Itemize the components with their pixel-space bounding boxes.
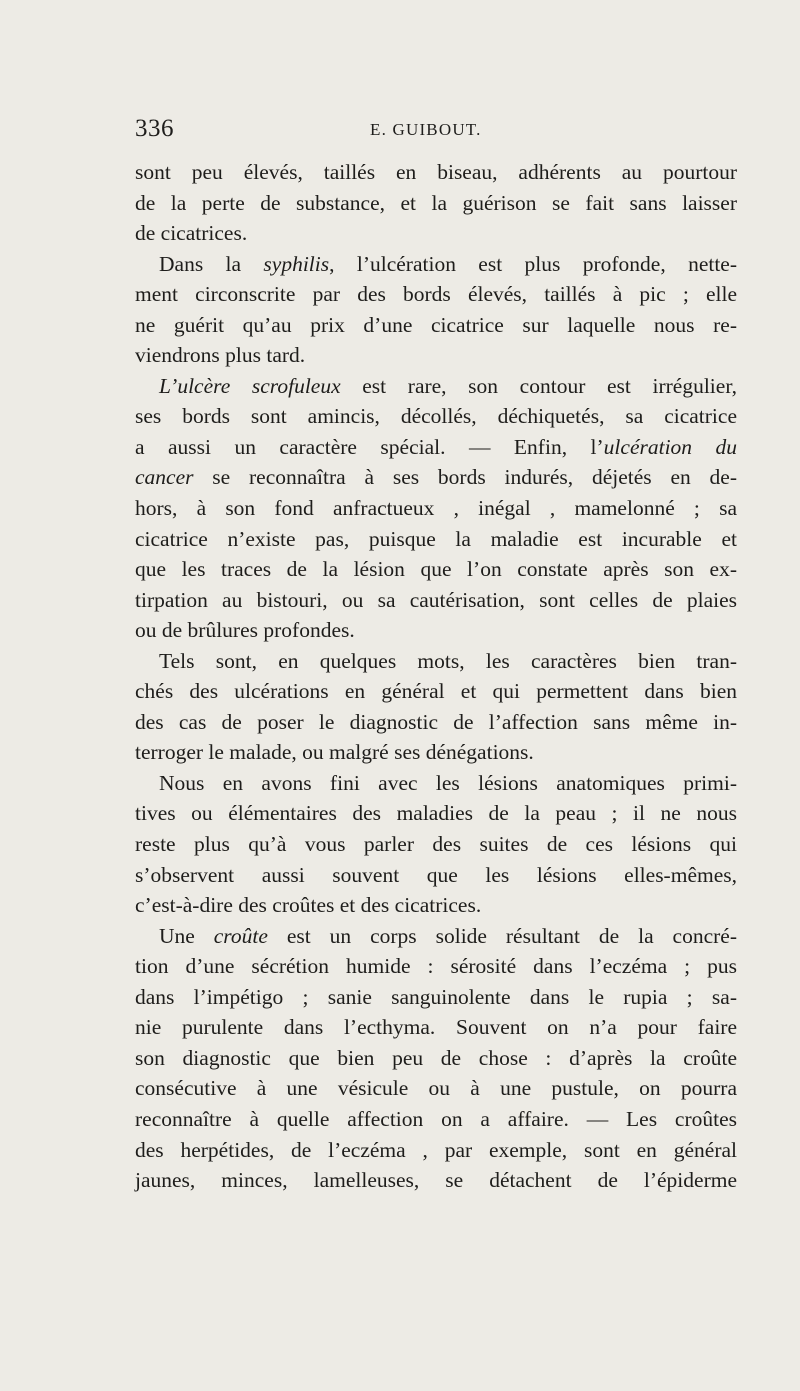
text-segment: reconnaître à quelle affection on a affaire. — Les croûtes	[135, 1106, 737, 1131]
text-segment: Dans la	[159, 251, 264, 276]
text-line	[135, 1104, 737, 1135]
text-line	[135, 798, 737, 829]
text-line	[135, 676, 737, 707]
text-segment: Tels sont, en quelques mots, les caractères bien tran-	[159, 648, 737, 673]
text-line	[135, 188, 737, 219]
text-line	[135, 371, 737, 402]
text-segment: ses bords sont amincis, décollés, déchiquetés, sa cicatrice	[135, 404, 737, 429]
page-header	[135, 115, 737, 147]
text-line	[135, 646, 737, 677]
text-line	[135, 340, 737, 371]
body-text	[135, 157, 737, 1196]
text-segment: nie purulente dans l’ecthyma. Souvent on n’a pour faire	[135, 1015, 737, 1040]
text-line	[135, 554, 737, 585]
text-line	[135, 615, 737, 646]
text-segment: ment circonscrite par des bords élevés, taillés à pic ; elle	[135, 282, 737, 307]
text-segment: des cas de poser le diagnostic de l’affection sans même in-	[135, 709, 737, 734]
text-segment: son diagnostic que bien peu de chose : d’après la croûte	[135, 1045, 737, 1070]
text-line	[135, 524, 737, 555]
text-segment: ou de brûlures profondes.	[135, 618, 355, 643]
text-segment: tives ou élémentaires des maladies de la peau ; il ne nous	[135, 801, 737, 826]
text-line	[135, 157, 737, 188]
text-segment: Une	[159, 923, 214, 948]
text-line	[135, 951, 737, 982]
page-number: 336	[135, 115, 174, 142]
text-segment: tirpation au bistouri, ou sa cautérisation, sont celles de plaies	[135, 587, 737, 612]
text-segment: de la perte de substance, et la guérison se fait sans laisser	[135, 190, 737, 215]
italic-term: croûte	[213, 923, 268, 948]
text-line	[135, 982, 737, 1013]
italic-term: syphilis	[263, 251, 330, 276]
text-segment: viendrons plus tard.	[135, 343, 306, 368]
italic-term: L’ulcère scrofuleux	[159, 373, 341, 398]
text-segment: a aussi un caractère spécial. — Enfin, l’	[135, 434, 604, 459]
text-segment: des herpétides, de l’eczéma , par exemple, sont en général	[135, 1137, 737, 1162]
text-line	[135, 890, 737, 921]
text-line	[135, 1135, 737, 1166]
text-line	[135, 310, 737, 341]
text-segment: c’est-à-dire des croûtes et des cicatrices.	[135, 893, 482, 918]
text-segment: terroger le malade, ou malgré ses dénégations.	[135, 740, 534, 765]
text-segment: reste plus qu’à vous parler des suites de ces lésions qui	[135, 832, 737, 857]
text-segment: cicatrice n’existe pas, puisque la maladie est incurable et	[135, 526, 737, 551]
text-line	[135, 493, 737, 524]
text-segment: hors, à son fond anfractueux , inégal , mamelonné ; sa	[135, 496, 737, 521]
text-line	[135, 860, 737, 891]
text-segment: , l’ulcération est plus profonde, nette-	[329, 251, 738, 276]
text-line	[135, 462, 737, 493]
text-segment: dans l’impétigo ; sanie sanguinolente dans le rupia ; sa-	[135, 984, 737, 1009]
text-line	[135, 432, 737, 463]
text-segment: que les traces de la lésion que l’on constate après son ex-	[135, 557, 737, 582]
text-segment: Nous en avons fini avec les lésions anatomiques primi-	[159, 770, 737, 795]
italic-term: cancer	[135, 465, 194, 490]
text-line	[135, 1165, 737, 1196]
text-segment: s’observent aussi souvent que les lésions elles-mêmes,	[135, 862, 737, 887]
text-segment: de cicatrices.	[135, 221, 248, 246]
text-line	[135, 279, 737, 310]
text-line	[135, 829, 737, 860]
text-line	[135, 1073, 737, 1104]
text-segment: sont peu élevés, taillés en biseau, adhérents au pourtour	[135, 160, 737, 184]
text-segment: chés des ulcérations en général et qui permettent dans bien	[135, 679, 737, 704]
text-line	[135, 1043, 737, 1074]
text-segment: se reconnaîtra à ses bords indurés, déjetés en de-	[193, 465, 737, 490]
text-segment: ne guérit qu’au prix d’une cicatrice sur laquelle nous re-	[135, 312, 737, 337]
text-segment: tion d’une sécrétion humide : sérosité dans l’eczéma ; pus	[135, 954, 737, 979]
text-segment: consécutive à une vésicule ou à une pustule, on pourra	[135, 1076, 737, 1101]
text-segment: est un corps solide résultant de la concré-	[267, 923, 737, 948]
text-line	[135, 401, 737, 432]
text-line	[135, 585, 737, 616]
text-line	[135, 921, 737, 952]
text-segment: jaunes, minces, lamelleuses, se détachent de l’épiderme	[135, 1168, 737, 1193]
text-line	[135, 1012, 737, 1043]
text-line	[135, 768, 737, 799]
running-head: E. GUIBOUT.	[370, 120, 482, 139]
text-line	[135, 218, 737, 249]
text-line	[135, 707, 737, 738]
text-line	[135, 737, 737, 768]
text-line	[135, 249, 737, 280]
text-segment: est rare, son contour est irrégulier,	[340, 373, 737, 398]
italic-term: ulcération du	[603, 434, 738, 459]
